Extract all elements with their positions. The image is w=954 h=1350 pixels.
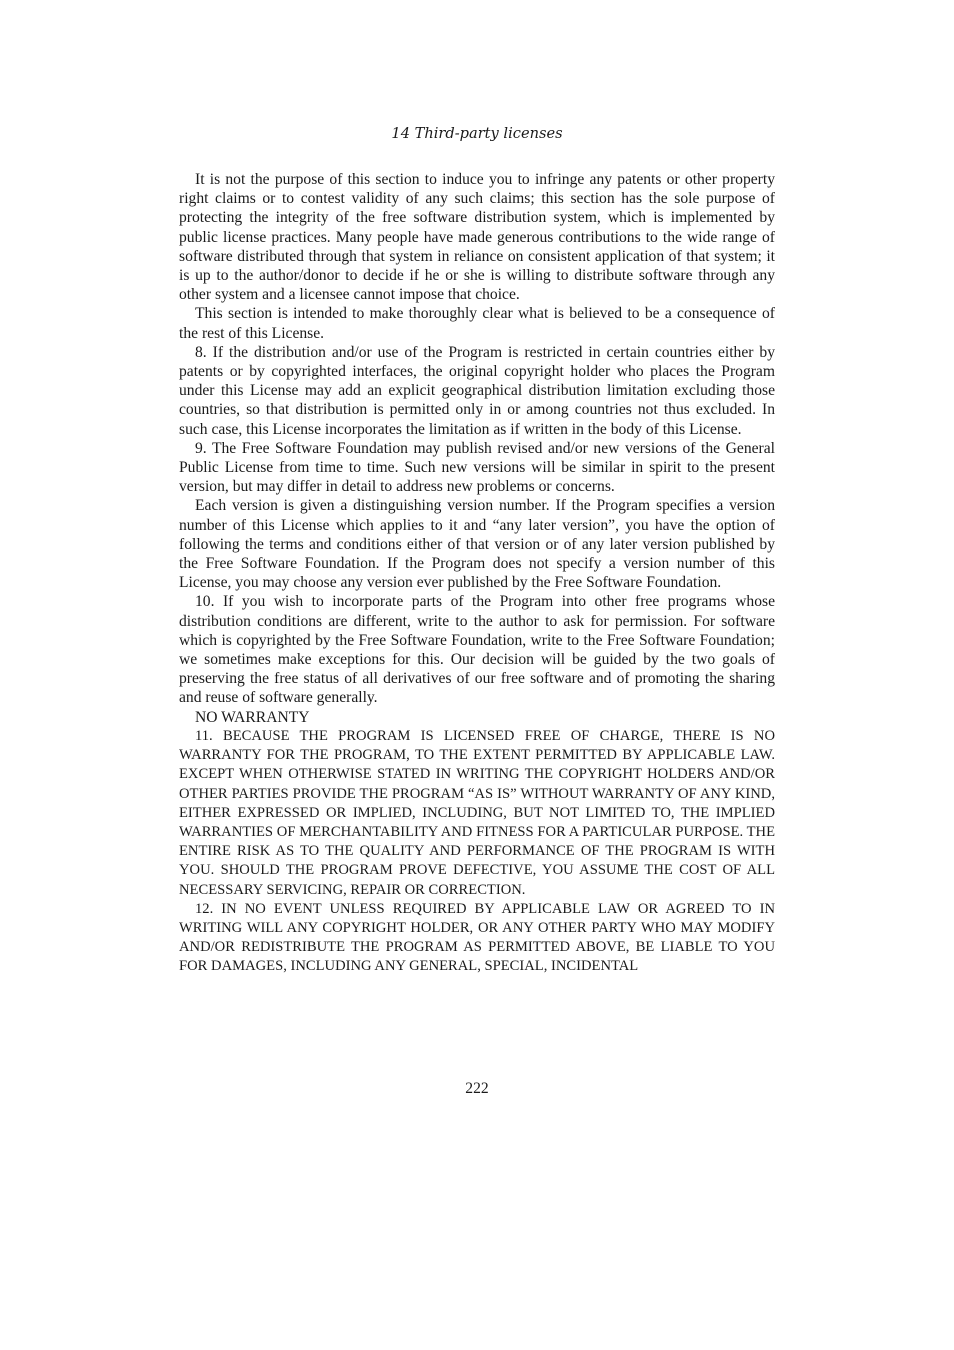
license-text-body (179, 170, 775, 977)
paragraph-clause-9: 9. The Free Software Foundation may publish revised and/or new versions of the General Public License from time to time. Such new versions will be similar in spirit to the present version, but may differ in detail to address new problems or concerns. (179, 439, 775, 496)
paragraph-clause-11: 11. BECAUSE THE PROGRAM IS LICENSED FREE OF CHARGE, THERE IS NO WARRANTY FOR THE PROGRAM, TO THE EXTENT PERMITTED BY APPLICABLE LAW. EXCEPT WHEN OTHERWISE STATED IN WRITING THE COPYRIGHT HOLDERS AND/OR OTHER PARTIES PROVIDE THE PROGRAM “AS IS” WITHOUT WARRANTY OF ANY KIND, EITHER EXPRESSED OR IMPLIED, INCLUDING, BUT NOT LIMITED TO, THE IMPLIED WARRANTIES OF MERCHANTABILITY AND FITNESS FOR A PARTICULAR PURPOSE. THE ENTIRE RISK AS TO THE QUALITY AND PERFORMANCE OF THE PROGRAM IS WITH YOU. SHOULD THE PROGRAM PROVE DEFECTIVE, YOU ASSUME THE COST OF ALL NECESSARY SERVICING, REPAIR OR CORRECTION. (179, 727, 775, 898)
no-warranty-heading: NO WARRANTY (195, 708, 310, 726)
paragraph-clause-12: 12. IN NO EVENT UNLESS REQUIRED BY APPLICABLE LAW OR AGREED TO IN WRITING WILL ANY COPYRIGHT HOLDER, OR ANY OTHER PARTY WHO MAY MODIFY AND/OR REDISTRIBUTE THE PROGRAM AS PERMITTED ABOVE, BE LIABLE TO YOU FOR DAMAGES, INCLUDING ANY GENERAL, SPECIAL, INCIDENTAL (179, 900, 775, 975)
running-header: 14 Third-party licenses (391, 125, 563, 142)
paragraph-patent-purpose: It is not the purpose of this section to induce you to infringe any patents or other property right claims or to contest validity of any such claims; this section has the sole purpose of protecting the integrity of the free software distribution system, which is implemented by public license practices. Many people have made generous contributions to the wide range of software distributed through that system in reliance on consistent application of that system; it is up to the author/donor to decide if he or she is willing to distribute software through any other system and a licensee cannot impose that choice. (179, 171, 775, 304)
page-number: 222 (465, 1080, 489, 1097)
paragraph-version-number: Each version is given a distinguishing version number. If the Program specifies a version number of this License which applies to it and “any later version”, you have the option of following the terms and conditions either of that version or of any later version published by the Free Software Foundation. If the Program does not specify a version number of this License, you may choose any version ever published by the Free Software Foundation. (179, 497, 775, 592)
paragraph-clause-10: 10. If you wish to incorporate parts of the Program into other free programs whose distribution conditions are different, write to the author to ask for permission. For software which is copyrighted by the Free Software Foundation, write to the Free Software Foundation; we sometimes make exceptions for this. Our decision will be guided by the two goals of preserving the free status of all derivatives of our free software and of promoting the sharing and reuse of software generally. (179, 593, 775, 707)
paragraph-section-intent: This section is intended to make thoroughly clear what is believed to be a consequence of the rest of this License. (179, 305, 775, 342)
paragraph-clause-8: 8. If the distribution and/or use of the Program is restricted in certain countries either by patents or by copyrighted interfaces, the original copyright holder who places the Program under this License may add an explicit geographical distribution limitation excluding those countries, so that distribution is permitted only in or among countries not thus excluded. In such case, this License incorporates the limitation as if written in the body of this License. (179, 343, 775, 438)
